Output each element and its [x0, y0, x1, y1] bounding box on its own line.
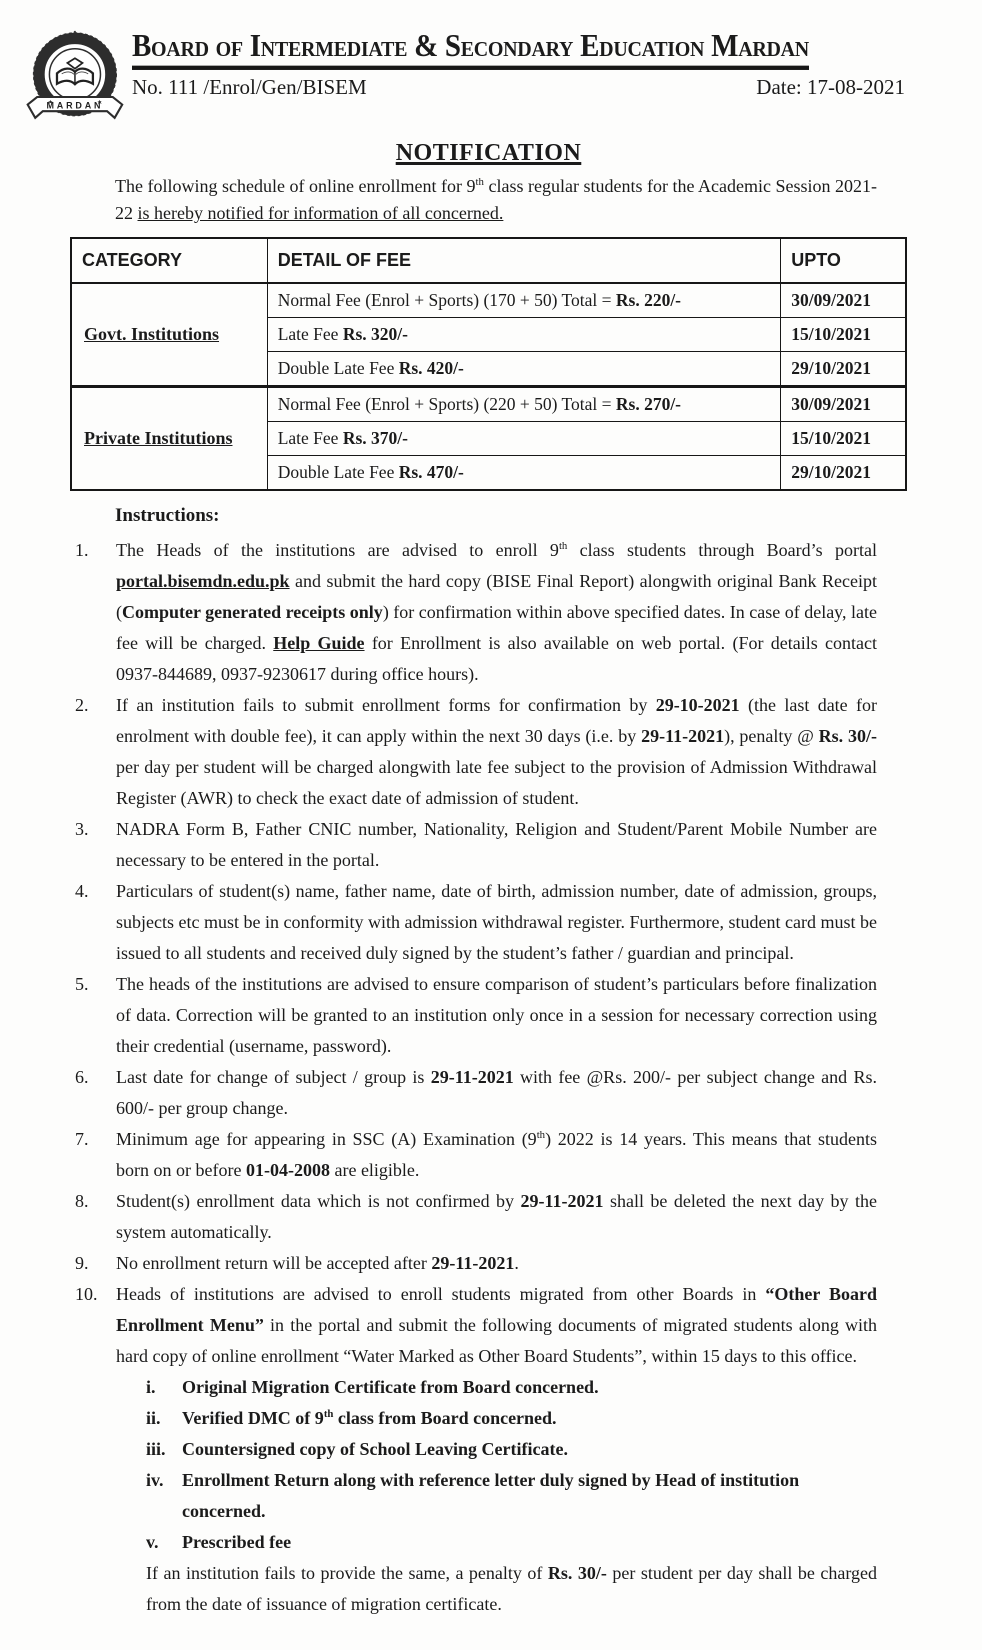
item-number: 4. [75, 881, 89, 901]
item-text: Last date for change of subject / group is 29-11-2021 with fee @Rs. 200/- per subject change and Rs. 600/- per group change. [116, 1067, 877, 1118]
table-row [71, 387, 906, 422]
sub-item-number: iii. [146, 1439, 166, 1459]
instruction-item-7 [70, 1124, 877, 1186]
item-number: 7. [75, 1129, 89, 1149]
instruction-item-4 [70, 876, 877, 969]
item-text: NADRA Form B, Father CNIC number, Nationality, Religion and Student/Parent Mobile Number are necessary to be entered in the portal. [116, 819, 877, 870]
fee-schedule-table [70, 237, 907, 491]
instruction-item-3 [70, 814, 877, 876]
document-header [46, 28, 907, 126]
item-number: 3. [75, 819, 89, 839]
category-cell-govt: Govt. Institutions [71, 283, 267, 387]
fee-upto-cell: 29/10/2021 [781, 456, 906, 491]
item-text: Heads of institutions are advised to enroll students migrated from other Boards in “Other Board Enrollment Menu” in the portal and submit the following documents of migrated students along with hard copy of online enrollment “Water Marked as Other Board Students”, within 15 days to this office. [116, 1284, 877, 1366]
fee-upto-cell: 30/09/2021 [781, 283, 906, 318]
item-number: 1. [75, 540, 89, 560]
instructions-list [70, 535, 907, 1372]
item-text: The heads of the institutions are advised to ensure comparison of student’s particulars before finalization of data. Correction will be granted to an institution only once in a session for necessary correction using their credential (username, password). [116, 974, 877, 1056]
sub-item-v [146, 1527, 867, 1558]
sub-item-number: i. [146, 1377, 156, 1397]
table-row [71, 283, 906, 318]
instruction-item-8 [70, 1186, 877, 1248]
fee-upto-cell: 30/09/2021 [781, 387, 906, 422]
instruction-item-9 [70, 1248, 877, 1279]
item-number: 6. [75, 1067, 89, 1087]
notification-heading: NOTIFICATION [395, 140, 582, 166]
fee-detail-cell: Normal Fee (Enrol + Sports) (170 + 50) Total = Rs. 220/- [267, 283, 781, 318]
sub-item-i [146, 1372, 867, 1403]
item-text: If an institution fails to submit enrollment forms for confirmation by 29-10-2021 (the last date for enrolment with double fee), it can apply within the next 30 days (i.e. by 29-11-2021), penalty @ Rs. 30/- per day per student will be charged alongwith late fee subject to the provision of Admission Withdrawal Register (AWR) to check the exact date of admission of student. [116, 695, 878, 808]
table-header-row [71, 238, 906, 283]
item-number: 2. [75, 695, 89, 715]
instruction-item-5 [70, 969, 877, 1062]
fee-upto-cell: 29/10/2021 [781, 352, 906, 387]
intro-paragraph: The following schedule of online enrollment for 9th class regular students for the Academic Session 2021-22 is hereby notified for information of all concerned. [115, 176, 878, 223]
column-header-category: CATEGORY [71, 238, 267, 283]
column-header-upto: UPTO [781, 238, 906, 283]
fee-detail-cell: Late Fee Rs. 320/- [267, 318, 781, 352]
penalty-closing-paragraph: If an institution fails to provide the same, a penalty of Rs. 30/- per student per day shall be charged from the date of issuance of migration certificate. [146, 1563, 878, 1614]
sub-item-text: Prescribed fee [182, 1532, 292, 1552]
instruction-item-10 [70, 1279, 877, 1372]
fee-upto-cell: 15/10/2021 [781, 422, 906, 456]
sub-item-text: Verified DMC of 9th class from Board concerned. [182, 1408, 557, 1428]
sub-item-text: Original Migration Certificate from Board concerned. [182, 1377, 599, 1397]
instruction-item-1 [70, 535, 877, 690]
sub-item-number: iv. [146, 1470, 164, 1490]
sub-item-ii [146, 1403, 867, 1434]
item-text: The Heads of the institutions are advised to enroll 9th class students through Board’s portal portal.bisemdn.edu.pk and submit the hard copy (BISE Final Report) alongwith original Bank Receipt (Computer generated receipts only) for confirmation within above specified dates. In case of delay, late fee will be charged. Help Guide for Enrollment is also available on web portal. (For details contact 0937-844689, 0937-9230617 during office hours). [116, 540, 878, 684]
sub-item-iv [146, 1465, 867, 1527]
board-seal-icon [22, 30, 126, 130]
fee-upto-cell: 15/10/2021 [781, 318, 906, 352]
fee-detail-cell: Double Late Fee Rs. 470/- [267, 456, 781, 491]
column-header-detail-of-fee: DETAIL OF FEE [267, 238, 781, 283]
item-number: 8. [75, 1191, 89, 1211]
item-number: 10. [75, 1284, 98, 1304]
sub-item-number: v. [146, 1532, 159, 1552]
sub-item-number: ii. [146, 1408, 161, 1428]
item-text: Student(s) enrollment data which is not confirmed by 29-11-2021 shall be deleted the next day by the system automatically. [116, 1191, 877, 1242]
item-text: Particulars of student(s) name, father name, date of birth, admission number, date of admission, groups, subjects etc must be in conformity with admission withdrawal register. Furthermore, student card must be issued to all students and received duly signed by the student’s father / guardian and principal. [116, 881, 877, 963]
sub-item-iii [146, 1434, 867, 1465]
instruction-item-2 [70, 690, 877, 814]
migrated-students-documents-list [146, 1372, 867, 1558]
item-text: Minimum age for appearing in SSC (A) Examination (9th) 2022 is 14 years. This means that students born on or before 01-04-2008 are eligible. [116, 1129, 877, 1180]
category-cell-private: Private Institutions [71, 387, 267, 491]
reference-number: No. 111 /Enrol/Gen/BISEM [132, 74, 367, 99]
fee-detail-cell: Normal Fee (Enrol + Sports) (220 + 50) Total = Rs. 270/- [267, 387, 781, 422]
instructions-heading: Instructions: [115, 505, 220, 526]
logo-banner-text: MARDAN [46, 100, 104, 111]
item-number: 5. [75, 974, 89, 994]
sub-item-text: Enrollment Return along with reference letter duly signed by Head of institution concerned. [182, 1470, 800, 1521]
fee-detail-cell: Late Fee Rs. 370/- [267, 422, 781, 456]
fee-detail-cell: Double Late Fee Rs. 420/- [267, 352, 781, 387]
item-number: 9. [75, 1253, 89, 1273]
sub-item-text: Countersigned copy of School Leaving Certificate. [182, 1439, 568, 1459]
instruction-item-6 [70, 1062, 877, 1124]
board-title: Board of Intermediate & Secondary Education Mardan [132, 30, 809, 70]
item-text: No enrollment return will be accepted after 29-11-2021. [116, 1253, 519, 1273]
document-date: Date: 17-08-2021 [756, 74, 905, 99]
